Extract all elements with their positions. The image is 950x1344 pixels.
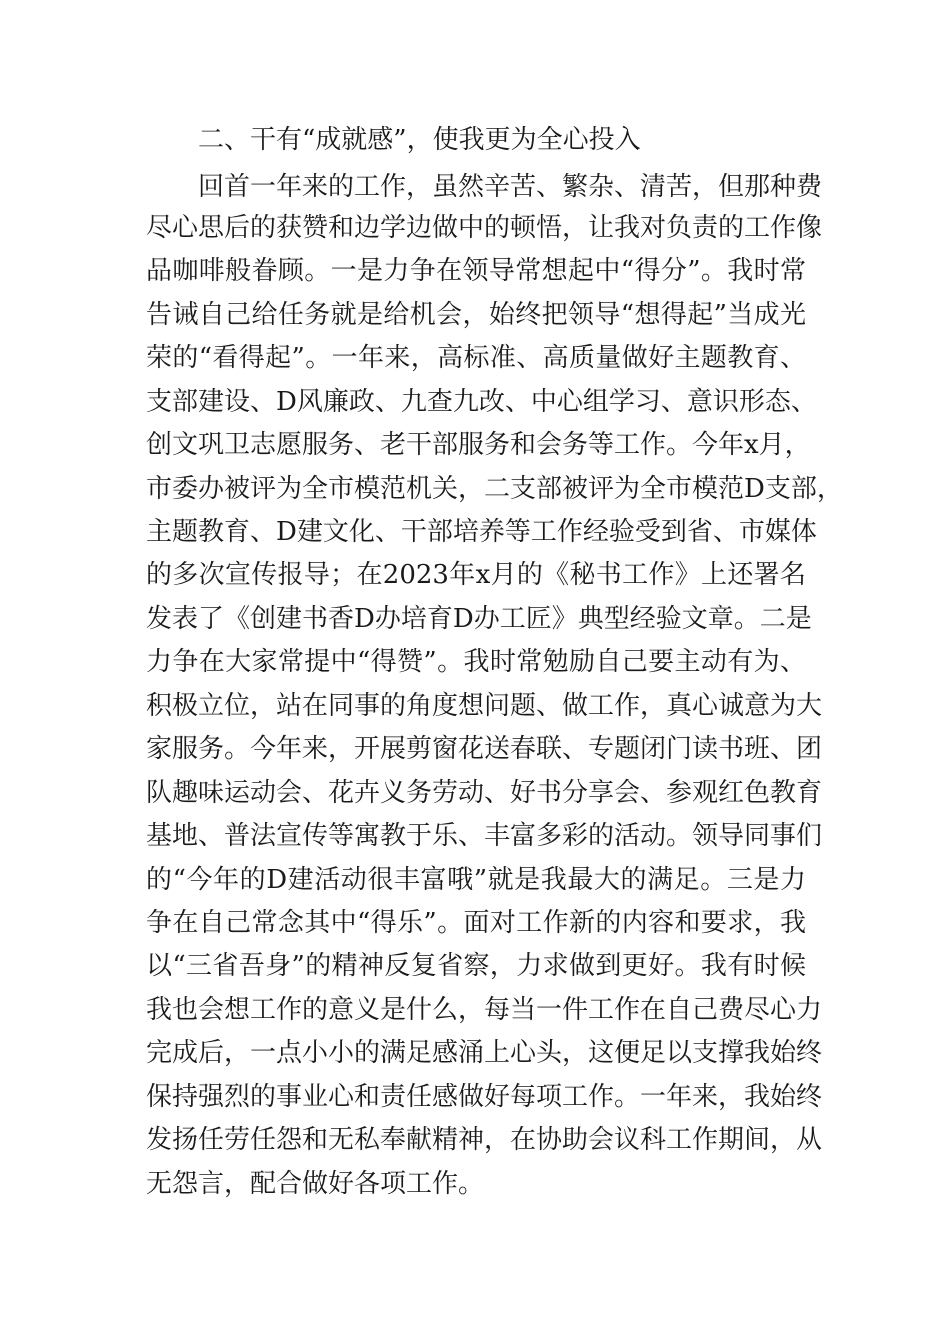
paragraph-line: 的多次宣传报导；在2023年x月的《秘书工作》上还署名	[146, 560, 806, 590]
paragraph-line: 主题教育、D建文化、干部培养等工作经验受到省、市媒体	[146, 517, 817, 547]
paragraph-line: 家服务。今年来，开展剪窗花送春联、专题闭门读书班、团	[146, 734, 823, 764]
paragraph-line: 的“今年的D建活动很丰富哦”就是我最大的满足。三是力	[146, 865, 806, 895]
paragraph-line: 回首一年来的工作，虽然辛苦、繁杂、清苦，但那种费	[198, 172, 823, 202]
paragraph-line: 以“三省吾身”的精神反复省察，力求做到更好。我有时候	[146, 951, 806, 981]
paragraph-line: 队趣味运动会、花卉义务劳动、好书分享会、参观红色教育	[146, 778, 823, 808]
paragraph-line: 保持强烈的事业心和责任感做好每项工作。一年来，我始终	[146, 1082, 823, 1112]
paragraph-line: 力争在大家常提中“得赞”。我时常勉励自己要主动有为、	[146, 647, 806, 677]
paragraph-line: 我也会想工作的意义是什么，每当一件工作在自己费尽心力	[146, 995, 823, 1025]
paragraph-line: 积极立位，站在同事的角度想问题、做工作，真心诚意为大	[146, 691, 823, 721]
paragraph-line: 品咖啡般眷顾。一是力争在领导常想起中“得分”。我时常	[146, 256, 806, 286]
paragraph-line: 基地、普法宣传等寓教于乐、丰富多彩的活动。领导同事们	[146, 821, 823, 851]
paragraph-line: 无怨言，配合做好各项工作。	[146, 1169, 485, 1199]
paragraph-line: 尽心思后的获赞和边学边做中的顿悟，让我对负责的工作像	[146, 213, 823, 243]
paragraph-line: 告诫自己给任务就是给机会，始终把领导“想得起”当成光	[146, 300, 806, 330]
paragraph-line: 创文巩卫志愿服务、老干部服务和会务等工作。今年x月，	[146, 430, 811, 460]
paragraph-line: 争在自己常念其中“得乐”。面对工作新的内容和要求，我	[146, 908, 806, 938]
paragraph-line: 荣的“看得起”。一年来，高标准、高质量做好主题教育、	[146, 343, 806, 373]
paragraph-line: 支部建设、D风廉政、九查九改、中心组学习、意识形态、	[146, 387, 817, 417]
paragraph-line: 完成后，一点小小的满足感涌上心头，这便足以支撑我始终	[146, 1038, 823, 1068]
paragraph-line: 市委办被评为全市模范机关，二支部被评为全市模范D支部，	[146, 474, 843, 504]
paragraph-line: 发表了《创建书香D办培育D办工匠》典型经验文章。二是	[146, 604, 812, 634]
paragraph-line: 发扬任劳任怨和无私奉献精神，在协助会议科工作期间，从	[146, 1125, 823, 1155]
section-heading: 二、干有“成就感”，使我更为全心投入	[198, 125, 641, 155]
